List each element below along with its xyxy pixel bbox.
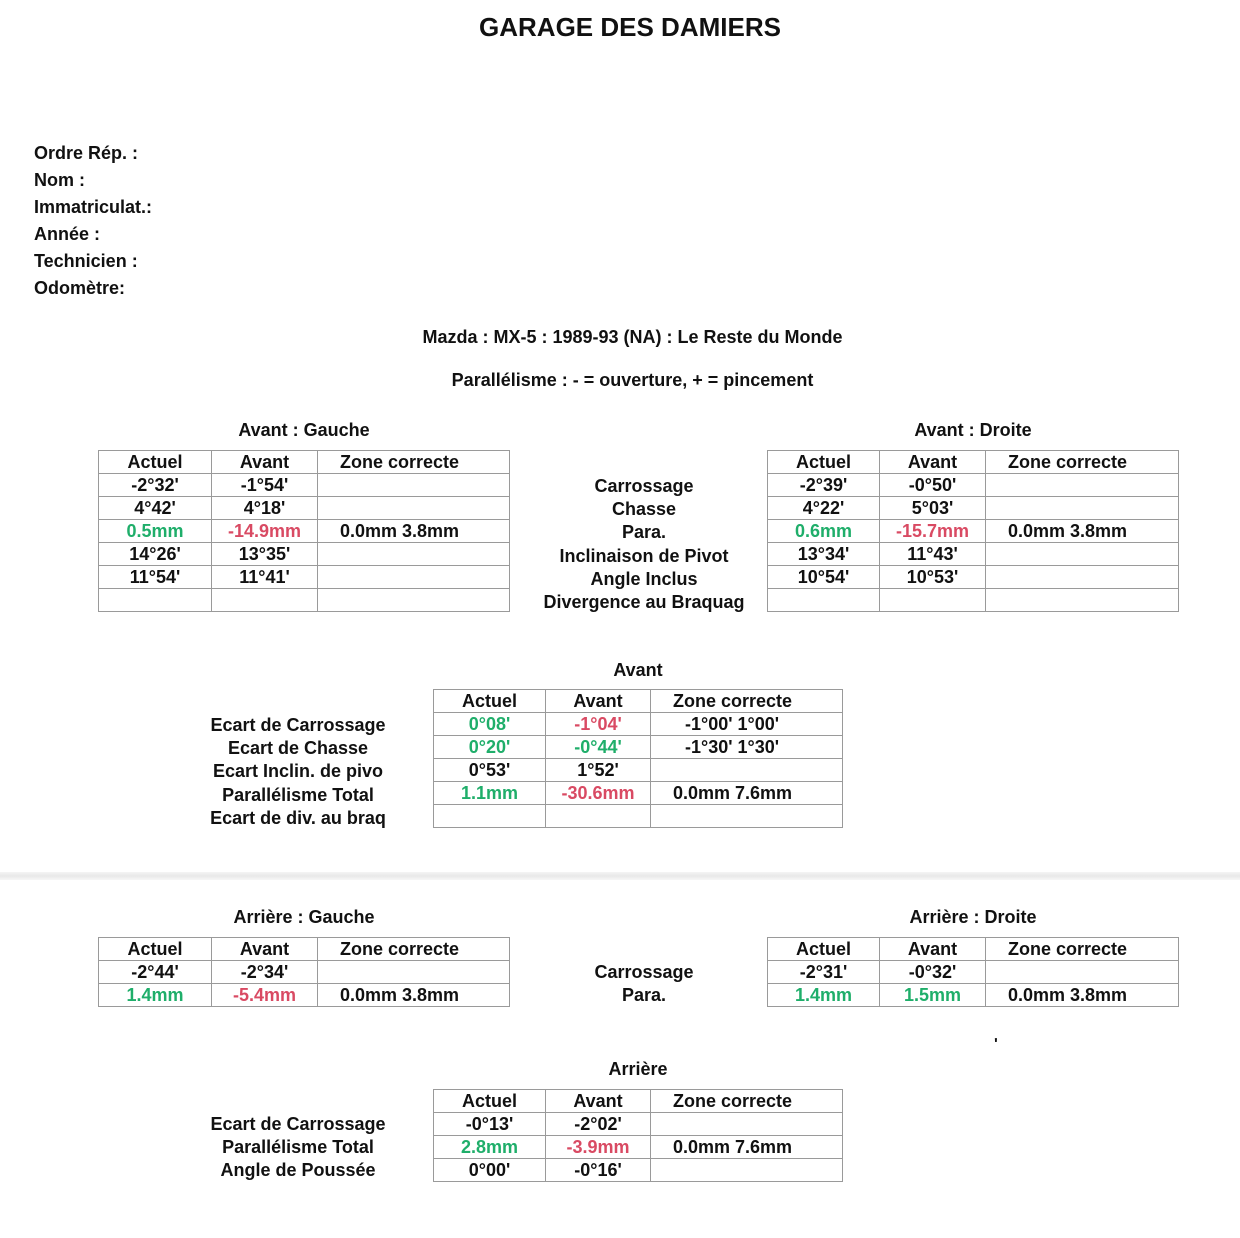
col-header-before: Avant — [880, 451, 986, 474]
col-header-zone: Zone correcte — [651, 690, 843, 713]
actual-value — [768, 589, 880, 612]
actual-value: 0.5mm — [99, 520, 212, 543]
page-title: GARAGE DES DAMIERS — [479, 12, 781, 42]
table-row — [434, 1136, 843, 1159]
col-header-before: Avant — [212, 451, 318, 474]
label-toe-out-diff: Ecart de div. au braq — [210, 807, 386, 828]
actual-value: 11°54' — [99, 566, 212, 589]
table-row — [99, 520, 510, 543]
rear-row-labels — [518, 961, 770, 1007]
before-value — [880, 589, 986, 612]
before-value: -3.9mm — [546, 1136, 651, 1159]
zone-value — [318, 543, 510, 566]
front-summary-table — [433, 689, 843, 828]
label-total-toe: Parallélisme Total — [222, 784, 374, 805]
table-row — [99, 984, 510, 1007]
zone-value — [651, 1159, 843, 1182]
actual-value: -2°44' — [99, 961, 212, 984]
label-rear-toe: Para. — [621, 985, 667, 1006]
col-header-before: Avant — [546, 690, 651, 713]
before-value: 11°41' — [212, 566, 318, 589]
actual-value: 10°54' — [768, 566, 880, 589]
table-row — [99, 566, 510, 589]
label-rear-camber: Carrossage — [594, 962, 694, 982]
zone-value: -1°30' 1°30' — [651, 736, 843, 759]
col-header-zone: Zone correcte — [986, 938, 1179, 961]
before-value: 11°43' — [880, 543, 986, 566]
actual-value: 1.4mm — [99, 984, 212, 1007]
scan-mark: ʹ — [994, 1036, 998, 1053]
field-year: Année : — [34, 224, 101, 244]
col-header-zone: Zone correcte — [651, 1090, 843, 1113]
before-value: -14.9mm — [212, 520, 318, 543]
zone-value — [318, 589, 510, 612]
zone-value — [986, 589, 1179, 612]
before-value — [212, 589, 318, 612]
table-row — [434, 782, 843, 805]
field-order-number: Ordre Rép. : — [34, 143, 139, 163]
table-row — [768, 497, 1179, 520]
actual-value: -2°32' — [99, 474, 212, 497]
table-row — [434, 805, 843, 828]
before-value: -1°04' — [546, 713, 651, 736]
actual-value: 0°08' — [434, 713, 546, 736]
col-header-zone: Zone correcte — [318, 451, 510, 474]
vehicle-spec: Mazda : MX-5 : 1989-93 (NA) : Le Reste du Monde — [422, 327, 843, 347]
field-registration: Immatriculat.: — [34, 197, 153, 217]
col-header-zone: Zone correcte — [986, 451, 1179, 474]
before-value: -30.6mm — [546, 782, 651, 805]
label-caster: Chasse — [611, 499, 677, 520]
col-header-before: Avant — [546, 1090, 651, 1113]
label-camber: Carrossage — [594, 476, 694, 496]
before-value: 5°03' — [880, 497, 986, 520]
front-right-title: Avant : Droite — [914, 420, 1032, 440]
actual-value: 1.4mm — [768, 984, 880, 1007]
field-technician: Technicien : — [34, 251, 138, 271]
zone-value: 0.0mm 7.6mm — [651, 1136, 843, 1159]
zone-value — [651, 759, 843, 782]
zone-value: -1°00' 1°00' — [651, 713, 843, 736]
actual-value: 0°20' — [434, 736, 546, 759]
before-value: -0°50' — [880, 474, 986, 497]
col-header-before: Avant — [880, 938, 986, 961]
label-included-angle: Angle Inclus — [590, 568, 698, 589]
actual-value: -2°39' — [768, 474, 880, 497]
front-right-table — [767, 450, 1179, 612]
col-header-zone: Zone correcte — [318, 938, 510, 961]
label-kpi-diff: Ecart Inclin. de pivo — [212, 761, 384, 782]
label-caster-diff: Ecart de Chasse — [227, 738, 369, 759]
actual-value: -0°13' — [434, 1113, 546, 1136]
table-row — [768, 474, 1179, 497]
actual-value: 4°42' — [99, 497, 212, 520]
zone-value — [651, 1113, 843, 1136]
actual-value: 2.8mm — [434, 1136, 546, 1159]
field-name: Nom : — [34, 170, 85, 190]
actual-value — [99, 589, 212, 612]
before-value: -0°44' — [546, 736, 651, 759]
actual-value: 13°34' — [768, 543, 880, 566]
col-header-actual: Actuel — [768, 451, 880, 474]
before-value: 1.5mm — [880, 984, 986, 1007]
zone-value — [318, 474, 510, 497]
before-value: 13°35' — [212, 543, 318, 566]
field-odometer: Odomètre: — [34, 278, 126, 298]
zone-value: 0.0mm 7.6mm — [651, 782, 843, 805]
rear-right-table — [767, 937, 1179, 1007]
zone-value: 0.0mm 3.8mm — [318, 984, 510, 1007]
table-row — [768, 984, 1179, 1007]
zone-value: 0.0mm 3.8mm — [986, 520, 1179, 543]
label-toe-out-on-turns: Divergence au Braquag — [543, 591, 745, 612]
rear-right-title: Arrière : Droite — [909, 907, 1037, 927]
before-value: -0°16' — [546, 1159, 651, 1182]
table-row — [768, 520, 1179, 543]
actual-value: -2°31' — [768, 961, 880, 984]
actual-value: 0°00' — [434, 1159, 546, 1182]
before-value: -1°54' — [212, 474, 318, 497]
table-row — [434, 713, 843, 736]
zone-value — [986, 474, 1179, 497]
table-row — [434, 759, 843, 782]
table-row — [768, 961, 1179, 984]
before-value: -2°34' — [212, 961, 318, 984]
label-kpi: Inclinaison de Pivot — [559, 545, 729, 566]
actual-value: 14°26' — [99, 543, 212, 566]
before-value: 4°18' — [212, 497, 318, 520]
zone-value — [651, 805, 843, 828]
zone-value — [986, 543, 1179, 566]
front-summary-title: Avant — [613, 660, 663, 680]
rear-summary-table — [433, 1089, 843, 1182]
table-row — [99, 589, 510, 612]
table-row — [768, 543, 1179, 566]
before-value: 1°52' — [546, 759, 651, 782]
before-value: -2°02' — [546, 1113, 651, 1136]
zone-value — [986, 961, 1179, 984]
before-value: 10°53' — [880, 566, 986, 589]
table-row — [434, 1113, 843, 1136]
label-rear-camber-diff: Ecart de Carrossage — [210, 1114, 386, 1134]
rear-left-table — [98, 937, 510, 1007]
label-camber-diff: Ecart de Carrossage — [210, 715, 386, 735]
label-toe: Para. — [621, 522, 667, 543]
before-value: -5.4mm — [212, 984, 318, 1007]
table-row — [99, 474, 510, 497]
zone-value: 0.0mm 3.8mm — [318, 520, 510, 543]
table-row — [99, 961, 510, 984]
col-header-actual: Actuel — [768, 938, 880, 961]
label-thrust-angle: Angle de Poussée — [220, 1160, 376, 1181]
front-left-title: Avant : Gauche — [238, 420, 370, 440]
table-row — [99, 497, 510, 520]
col-header-actual: Actuel — [99, 938, 212, 961]
zone-value — [318, 497, 510, 520]
table-row — [768, 566, 1179, 589]
actual-value: 1.1mm — [434, 782, 546, 805]
zone-value — [986, 497, 1179, 520]
zone-value — [318, 961, 510, 984]
rear-left-title: Arrière : Gauche — [233, 907, 375, 927]
actual-value: 0.6mm — [768, 520, 880, 543]
actual-value: 0°53' — [434, 759, 546, 782]
table-row — [99, 543, 510, 566]
col-header-actual: Actuel — [99, 451, 212, 474]
table-row — [768, 589, 1179, 612]
zone-value: 0.0mm 3.8mm — [986, 984, 1179, 1007]
paper-fold — [0, 872, 1240, 880]
zone-value — [986, 566, 1179, 589]
rear-summary-labels — [180, 1113, 416, 1183]
label-rear-total-toe: Parallélisme Total — [222, 1137, 374, 1158]
col-header-before: Avant — [212, 938, 318, 961]
before-value: -15.7mm — [880, 520, 986, 543]
actual-value: 4°22' — [768, 497, 880, 520]
front-summary-labels — [180, 714, 416, 830]
actual-value — [434, 805, 546, 828]
before-value: -0°32' — [880, 961, 986, 984]
front-row-labels — [518, 475, 770, 614]
rear-summary-title: Arrière — [608, 1059, 668, 1079]
col-header-actual: Actuel — [434, 690, 546, 713]
table-row — [434, 1159, 843, 1182]
before-value — [546, 805, 651, 828]
zone-value — [318, 566, 510, 589]
table-row — [434, 736, 843, 759]
front-left-table — [98, 450, 510, 612]
col-header-actual: Actuel — [434, 1090, 546, 1113]
toe-convention-note: Parallélisme : - = ouverture, + = pincement — [451, 370, 814, 390]
